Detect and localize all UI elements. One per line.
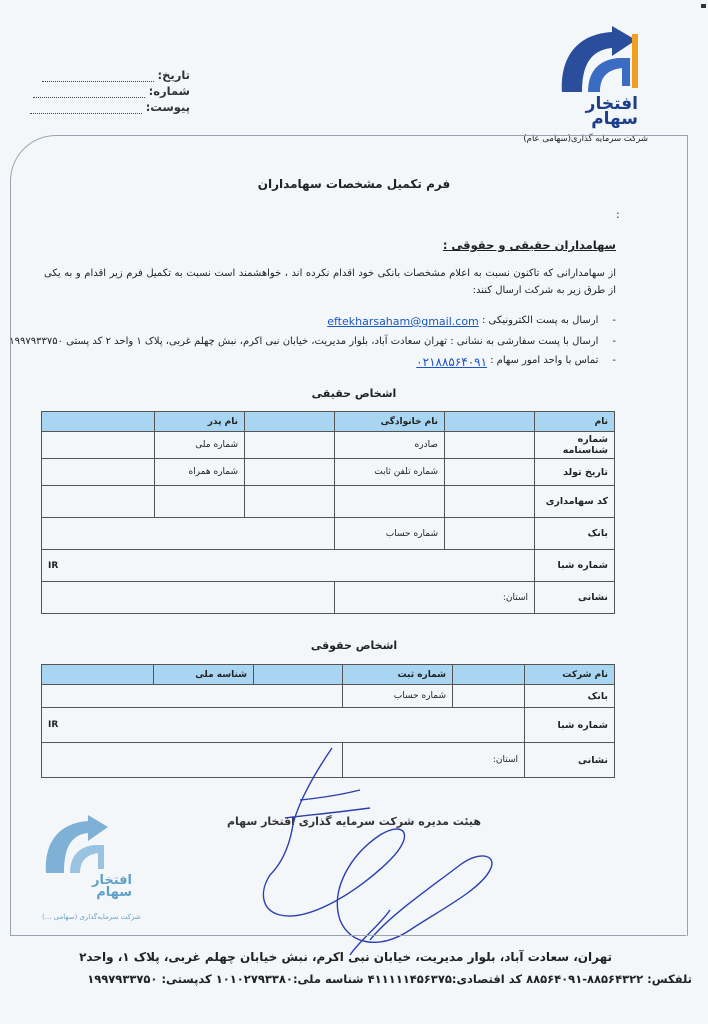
table-header-row (42, 412, 615, 432)
account-number-label: شماره حساب (335, 518, 445, 550)
header-father-name: نام پدر (155, 412, 245, 432)
logo-brand-line2: سهام (591, 109, 638, 129)
shareholder-code-cell[interactable] (335, 486, 445, 518)
legal-bank-cell[interactable] (453, 685, 525, 708)
id-number-label: شماره شناسنامه (535, 432, 615, 459)
shareholder-code-cell[interactable] (155, 486, 245, 518)
account-number-cell[interactable] (42, 518, 335, 550)
header-family-value[interactable] (245, 412, 335, 432)
board-of-directors: هیئت مدیره شرکت سرمایه گذاری افتخار سهام (226, 815, 482, 828)
number-line (33, 88, 145, 98)
contact-phone[interactable]: ۰۲۱۸۸۵۶۴۰۹۱ (416, 355, 488, 369)
legal-address-cell[interactable]: استان: (343, 743, 525, 778)
header-fields (30, 66, 190, 114)
logo-brand-line1: افتخار (585, 94, 638, 114)
form-title: فرم تکمیل مشخصات سهامداران (257, 177, 451, 191)
footer-address: تهران، سعادت آباد، بلوار مدیریت، خیابان نبی اکرم، نبش خیابان چهلم غربی، پلاک ۱، واحد۲ (79, 950, 612, 964)
shareholder-code-label: کد سهامداری (535, 486, 615, 518)
scan-mark (701, 4, 706, 8)
landline-cell[interactable] (245, 459, 335, 486)
footer-contact: تلفکس: ۸۸۵۶۴۳۲۲-۸۸۵۶۴۰۹۱ کد اقتصادی:۴۱۱۱۱۱۴۵۶۳۷۵ شناسه ملی:۱۰۱۰۲۷۹۳۳۸۰ کدپستی: ۱۹۹۷۹۳۳۷۵۰ (87, 972, 692, 986)
table-header-row (42, 665, 615, 685)
watermark-subtitle: شرکت سرمایه‌گذاری (سهامی ...) (42, 913, 141, 921)
address-label: نشانی (535, 582, 615, 614)
legal-account-number-label: شماره حساب (343, 685, 453, 708)
issued-cell[interactable] (245, 432, 335, 459)
bullet-email (327, 315, 616, 328)
header-national-id-value[interactable] (42, 665, 154, 685)
watermark-brand-line1: افتخار (91, 873, 132, 888)
mobile-label: شماره همراه (155, 459, 245, 486)
natural-persons-table (41, 411, 615, 614)
address-cell[interactable]: استان: (335, 582, 535, 614)
logo-arrow-icon (548, 26, 648, 96)
table-row (42, 582, 615, 614)
bank-cell[interactable] (445, 518, 535, 550)
header-father-value[interactable] (42, 412, 155, 432)
bullet-post-text: ارسال با پست سفارشی به نشانی : تهران سعادت آباد، بلوار مدیریت، خیابان نبی اکرم، نبش چهلم غربی، پلاک ۱ واحد ۲ کد پستی ۱۹۹۷۹۳۳۷۵۰ (9, 336, 599, 347)
watermark-brand-line2: سهام (96, 885, 132, 900)
section-title: سهامداران حقیقی و حقوقی : (442, 238, 616, 252)
footer-divider (10, 935, 686, 936)
natural-persons-caption: اشخاص حقیقی (311, 387, 397, 400)
sheba-cell[interactable]: IR (42, 550, 535, 582)
attachment-line (30, 104, 142, 114)
header-family-name: نام خانوادگی (335, 412, 445, 432)
attachment-field[interactable] (30, 98, 190, 114)
legal-address-label: نشانی (525, 743, 615, 778)
header-company-name: نام شرکت (525, 665, 615, 685)
birth-date-cell[interactable] (445, 459, 535, 486)
header-national-id: شناسه ملی (154, 665, 254, 685)
intro-paragraph: از سهامدارانی که تاکنون نسبت به اعلام مشخصات بانکی خود اقدام نکرده اند ، خواهشمند است نسبت به تکمیل فرم زیر اقدام و به یکی از طرق زیر به شرکت ارسال کنند: (44, 268, 616, 296)
date-label: تاریخ: (157, 68, 190, 82)
watermark-arrow-icon (38, 815, 118, 875)
bullet-post (9, 336, 616, 347)
table-row (42, 459, 615, 486)
id-number-cell[interactable] (445, 432, 535, 459)
date-field[interactable] (30, 66, 190, 82)
legal-sheba-label: شماره شبا (525, 708, 615, 743)
bullet-contact-label: تماس با واحد امور سهام : (490, 355, 599, 366)
legal-bank-label: بانک (525, 685, 615, 708)
attachment-label: پیوست: (145, 100, 190, 114)
legal-account-number-cell[interactable] (42, 685, 343, 708)
table-row (42, 486, 615, 518)
watermark-brand (52, 875, 132, 899)
date-line (42, 72, 154, 82)
legal-persons-caption: اشخاص حقوقی (310, 639, 398, 652)
signature-icon (240, 740, 520, 965)
bank-label: بانک (535, 518, 615, 550)
bullet-dash: - (612, 355, 616, 366)
bullet-dash: - (612, 336, 616, 347)
logo-subtitle: شرکت سرمایه گذاری(سهامی عام) (523, 134, 648, 144)
header-registration-number: شماره ثبت (343, 665, 453, 685)
table-row (42, 550, 615, 582)
table-row (42, 708, 615, 743)
shareholder-code-cell[interactable] (245, 486, 335, 518)
colon-mark: : (616, 208, 620, 221)
national-code-label: شماره ملی (155, 432, 245, 459)
table-row (42, 518, 615, 550)
legal-sheba-cell[interactable]: IR (42, 708, 525, 743)
header-name: نام (535, 412, 615, 432)
address-detail-cell[interactable] (42, 582, 335, 614)
header-company-value[interactable] (453, 665, 525, 685)
shareholder-code-cell[interactable] (42, 486, 155, 518)
number-label: شماره: (148, 84, 190, 98)
national-code-cell[interactable] (42, 432, 155, 459)
table-row (42, 685, 615, 708)
logo-brand (548, 94, 638, 129)
shareholder-code-cell[interactable] (445, 486, 535, 518)
bullet-contact (416, 355, 616, 369)
bullet-email-label: ارسال به پست الکترونیکی : (481, 315, 599, 326)
watermark-logo (38, 815, 148, 935)
sheba-label: شماره شبا (535, 550, 615, 582)
email-link[interactable]: eftekharsaham@gmail.com (327, 315, 479, 328)
birth-date-label: تاریخ تولد (535, 459, 615, 486)
number-field[interactable] (30, 82, 190, 98)
header-registration-value[interactable] (254, 665, 343, 685)
header-name-value[interactable] (445, 412, 535, 432)
table-row (42, 432, 615, 459)
mobile-cell[interactable] (42, 459, 155, 486)
bullet-dash: - (612, 315, 616, 326)
issued-label: صادره (335, 432, 445, 459)
landline-label: شماره تلفن ثابت (335, 459, 445, 486)
